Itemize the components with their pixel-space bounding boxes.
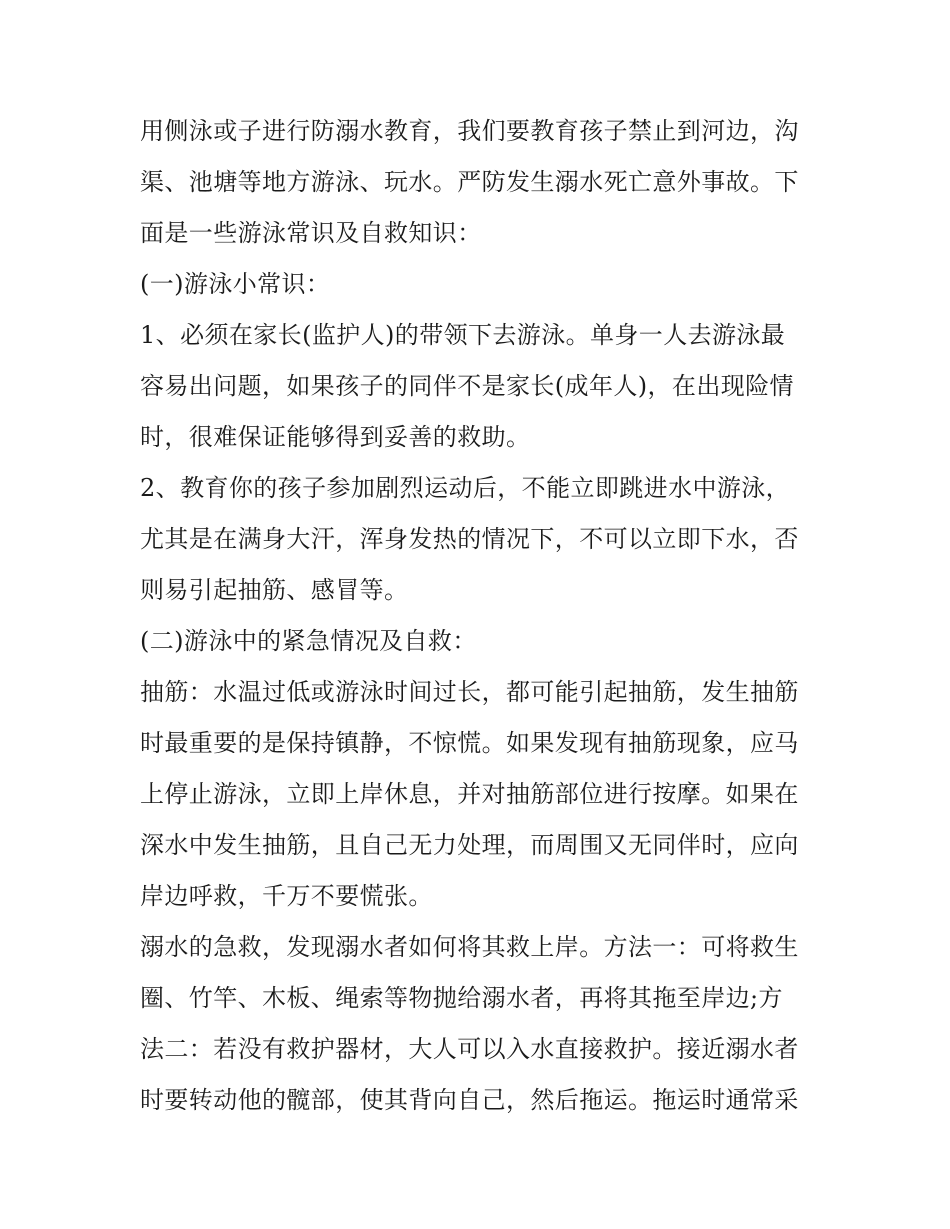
text-line: 则易引起抽筋、感冒等。 xyxy=(140,576,409,604)
text-line: 尤其是在满身大汗，浑身发热的情况下，不可以立即下水，否 xyxy=(140,525,799,553)
section-heading-swimming-tips: (一)游泳小常识： xyxy=(140,270,331,298)
text-line: 用侧泳或子进行防溺水教育，我们要教育孩子禁止到河边，沟 xyxy=(140,117,799,145)
document-body xyxy=(140,106,812,1126)
text-line: 时最重要的是保持镇静，不惊慌。如果发现有抽筋现象，应马 xyxy=(140,729,799,757)
text-line: 2、教育你的孩子参加剧烈运动后，不能立即跳进水中游泳， xyxy=(140,474,791,502)
text-line: 渠、池塘等地方游泳、玩水。严防发生溺水死亡意外事故。下 xyxy=(140,168,799,196)
text-line: 圈、竹竿、木板、绳索等物抛给溺水者，再将其拖至岸边;方 xyxy=(140,984,783,1012)
text-line: 面是一些游泳常识及自救知识： xyxy=(140,219,482,247)
text-line: 法二：若没有救护器材，大人可以入水直接救护。接近溺水者 xyxy=(140,1035,799,1063)
text-line: 1、必须在家长(监护人)的带领下去游泳。单身一人去游泳最 xyxy=(140,321,786,349)
text-line: 时，很难保证能够得到妥善的救助。 xyxy=(140,423,531,451)
text-line: 时要转动他的髋部，使其背向自己，然后拖运。拖运时通常采 xyxy=(140,1086,799,1114)
text-line: 溺水的急救，发现溺水者如何将其救上岸。方法一：可将救生 xyxy=(140,933,799,961)
text-line: 岸边呼救，千万不要慌张。 xyxy=(140,882,433,910)
text-line: 容易出问题，如果孩子的同伴不是家长(成年人)，在出现险情 xyxy=(140,372,794,400)
text-line: 抽筋：水温过低或游泳时间过长，都可能引起抽筋，发生抽筋 xyxy=(140,678,799,706)
text-line: 深水中发生抽筋，且自己无力处理，而周围又无同伴时，应向 xyxy=(140,831,799,859)
section-heading-emergency: (二)游泳中的紧急情况及自救： xyxy=(140,627,477,655)
text-line: 上停止游泳，立即上岸休息，并对抽筋部位进行按摩。如果在 xyxy=(140,780,799,808)
